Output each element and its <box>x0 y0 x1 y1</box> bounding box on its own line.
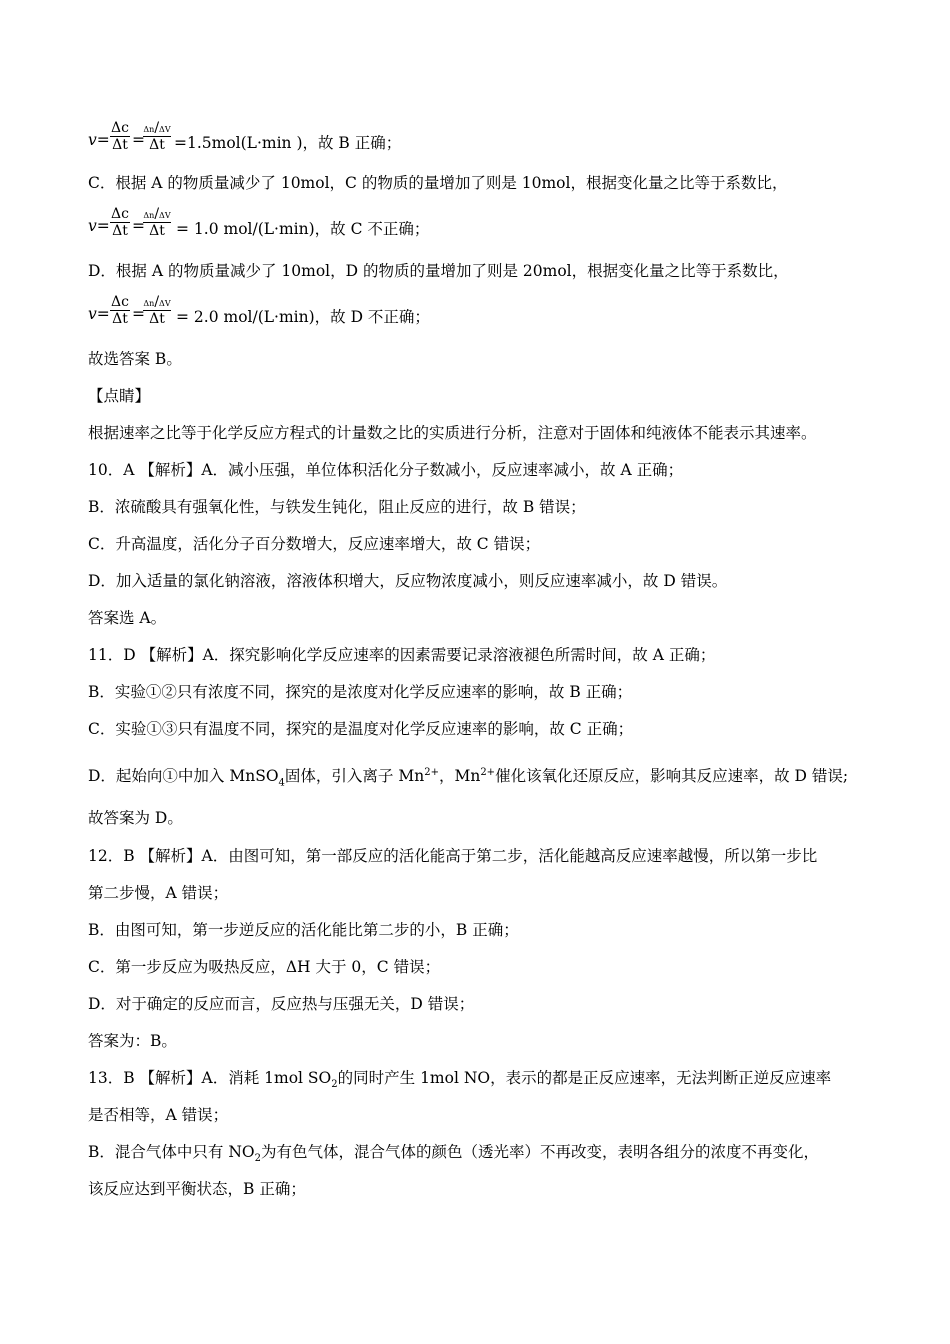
q10-option-d: D．加入适量的氯化钠溶液，溶液体积增大，反应物浓度减小，则反应速率减小，故 D 错误。 <box>88 572 728 590</box>
dianjing-text: 根据速率之比等于化学反应方程式的计量数之比的实质进行分析，注意对于固体和纯液体不能表示其速率。 <box>88 424 817 442</box>
q13-head: 13．B 【解析】A．消耗 1mol $SO_2$的同时产生 1mol NO，表示的都是正反应速率，无法判断正逆反应速率 <box>88 1069 832 1091</box>
q12-option-c: C．第一步反应为吸热反应，ΔH 大于 0，C 错误； <box>88 958 441 976</box>
option-c-text: C．根据 A 的物质量减少了 10mol，C 的物质的量增加了则是 10mol，根据变化量之比等于系数比， <box>88 174 788 192</box>
q13-option-b: B．混合气体中只有 $NO_2$为有色气体，混合气体的颜色（透光率）不再改变，表明各组分的浓度不再变化， <box>88 1143 819 1165</box>
answer-9: 故选答案 B。 <box>88 350 182 368</box>
fraction-dn-dv-dt: Δn/ΔV Δt <box>143 120 171 153</box>
q10-answer: 答案选 A。 <box>88 609 167 627</box>
q10-option-b: B．浓硫酸具有强氧化性，与铁发生钝化，阻止反应的进行，故 B 错误； <box>88 498 586 516</box>
q13-option-b-cont: 该反应达到平衡状态，B 正确； <box>88 1180 306 1198</box>
document-page: v= Δc Δt = Δn/ΔV Δt =1.5mol(L·min )，故 B 正确； C．根据 A 的物质量减少了 10mol，C 的物质的量增加了则是 10mol，根据变化量之比等于系数比， v= Δc Δt = Δn/ΔV Δt = 1.0 mol/(L·min)，故 C 不正确； D．根据 A 的物质量减少了 10mol，D 的物质的量增加了则是 20mol，根据变化量之比等于系数比， v= Δc Δt = Δn/ΔV Δt = 2.0 mol/(L·min)，故 D 不正确； 故选答案 B。 【点睛】 根据速率之比等于化学反应方程式的计量数之比的实质进行分析，注意对于固体和纯液体不能表示其速率。 10．A 【解析】A．减小压强，单位体积活化分子数减小，反应速率减小，故 A 正确； B．浓硫酸具有强氧化性，与铁发生钝化，阻止反应的进行，故 B 错误； C．升高温度，活化分子百分数增大，反应速率增大，故 C 错误； D．加入适量的氯化钠溶液，溶液体积增大，反应物浓度减小，则反应速率减小，故 D 错误。 答案选 A。 11．D 【解析】A．探究影响化学反应速率的因素需要记录溶液褪色所需时间，故 A 正确； B．实验①②只有浓度不同，探究的是浓度对化学反应速率的影响，故 B 正确； C．实验①③只有温度不同，探究的是温度对化学反应速率的影响，故 C 正确； D．起始向①中加入 MnSO$_4$固体，引入离子 $Mn^{2+}$，$Mn^{2+}$催化该氧化还原反应，影响其反应速率，故 D 错误; 故答案为 D。 12．B 【解析】A．由图可知，第一部反应的活化能高于第二步，活化能越高反应速率越慢，所以第一步比 第二步慢，A 错误； B．由图可知，第一步逆反应的活化能比第二步的小，B 正确； C．第一步反应为吸热反应，ΔH 大于 0，C 错误； D．对于确定的反应而言，反应热与压强无关，D 错误； 答案为：B。 13．B 【解析】A．消耗 1mol $SO_2$的同时产生 1mol NO，表示的都是正反应速率，无法判断正逆反应速率 是否相等，A 错误； B．混合气体中只有 $NO_2$为有色气体，混合气体的颜色（透光率）不再改变，表明各组分的浓度不再变化， 该反应达到平衡状态，B 正确； <box>88 120 849 1198</box>
q12-option-d: D．对于确定的反应而言，反应热与压强无关，D 错误； <box>88 995 475 1013</box>
fraction-dn-dv-dt: Δn/ΔV Δt <box>143 294 171 327</box>
q12-head: 12．B 【解析】A．由图可知，第一部反应的活化能高于第二步，活化能越高反应速率越慢，所以第一步比 <box>88 847 818 865</box>
formula-result: =1.5mol(L·min )，故 B 正确； <box>174 134 402 152</box>
fraction-dc-dt: Δc Δt <box>111 206 129 239</box>
formula-result: = 2.0 mol/(L·min)，故 D 不正确； <box>176 308 430 326</box>
q12-head-cont: 第二步慢，A 错误； <box>88 884 229 902</box>
q11-option-c: C．实验①③只有温度不同，探究的是温度对化学反应速率的影响，故 C 正确； <box>88 720 634 738</box>
dianjing-heading: 【点睛】 <box>88 387 151 405</box>
option-d-text: D．根据 A 的物质量减少了 10mol，D 的物质的量增加了则是 20mol，根据变化量之比等于系数比， <box>88 262 789 280</box>
q11-option-d: D．起始向①中加入 MnSO$_4$固体，引入离子 $Mn^{2+}$，$Mn^{2+}$催化该氧化还原反应，影响其反应速率，故 D 错误; <box>88 767 849 789</box>
formula-result: = 1.0 mol/(L·min)，故 C 不正确； <box>176 220 430 238</box>
formula-v: v= <box>88 131 110 149</box>
fraction-dc-dt: Δc Δt <box>111 120 129 153</box>
equals-sign: = <box>132 131 145 149</box>
q10-head: 10．A 【解析】A．减小压强，单位体积活化分子数减小，反应速率减小，故 A 正确； <box>88 461 684 479</box>
q11-head: 11．D 【解析】A．探究影响化学反应速率的因素需要记录溶液褪色所需时间，故 A 正确； <box>88 646 716 664</box>
q10-option-c: C．升高温度，活化分子百分数增大，反应速率增大，故 C 错误； <box>88 535 541 553</box>
q11-option-b: B．实验①②只有浓度不同，探究的是浓度对化学反应速率的影响，故 B 正确； <box>88 683 633 701</box>
q13-head-cont: 是否相等，A 错误； <box>88 1106 229 1124</box>
fraction-dn-dv-dt: Δn/ΔV Δt <box>143 206 171 239</box>
q11-answer: 故答案为 D。 <box>88 809 183 827</box>
q12-option-b: B．由图可知，第一步逆反应的活化能比第二步的小，B 正确； <box>88 921 519 939</box>
fraction-dc-dt: Δc Δt <box>111 294 129 327</box>
q12-answer: 答案为：B。 <box>88 1032 177 1050</box>
